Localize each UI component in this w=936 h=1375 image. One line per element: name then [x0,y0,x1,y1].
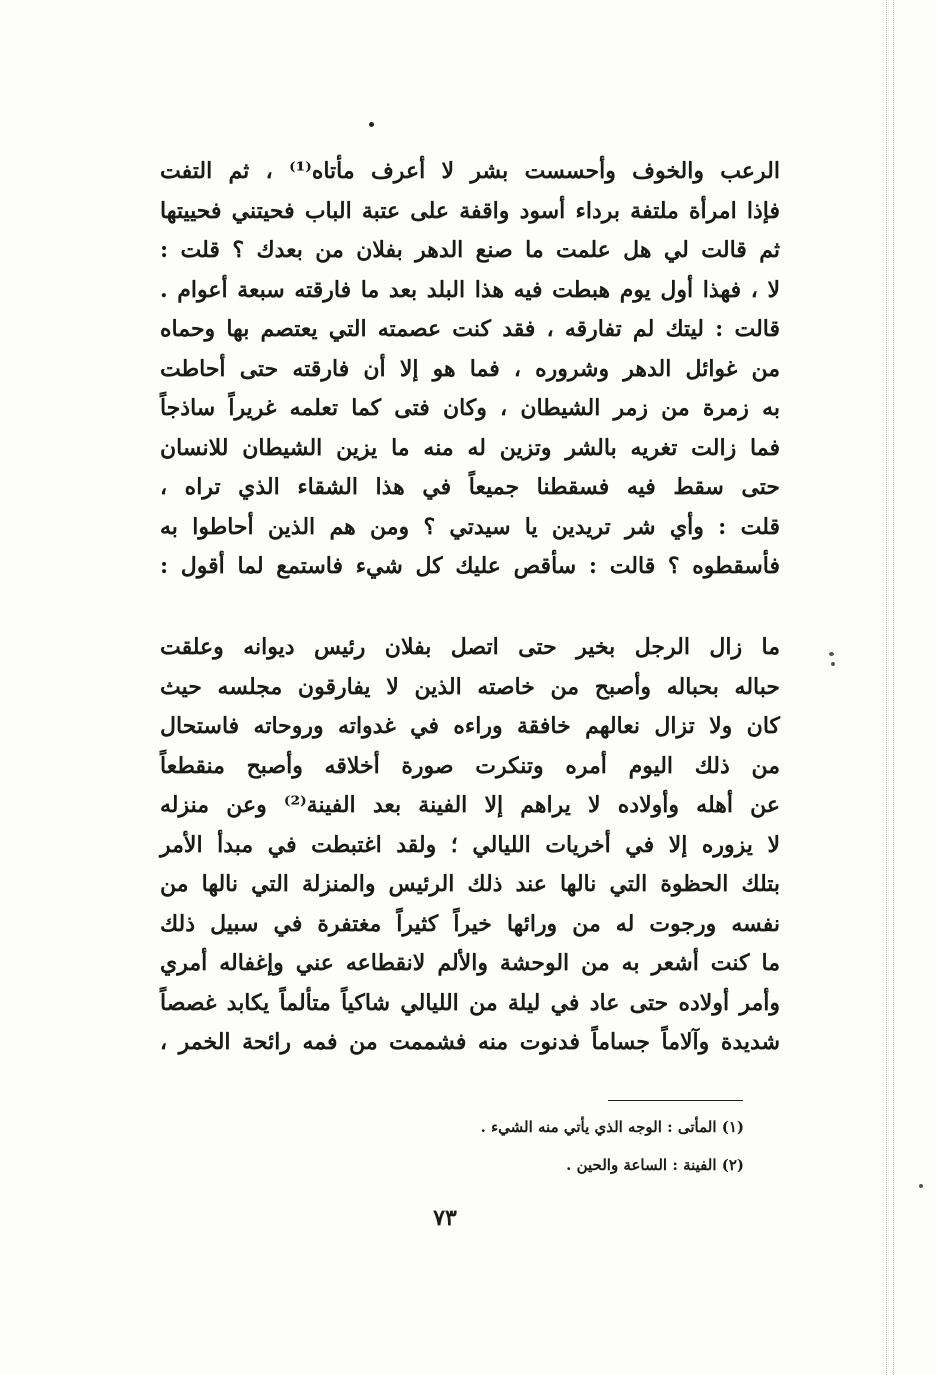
text-line: الرعب والخوف وأحسست بشر لا أعرف مأتاه⁽¹⁾ ، ثم التفت [160,158,780,184]
ink-speck [829,652,834,656]
text-line: قالت : ليتك لم تفارقه ، فقد كنت عصمته التي يعتصم بها وحماه [160,316,780,342]
ink-speck [831,662,835,666]
paragraph-2 [160,628,780,1063]
text-line: ما كنت أشعر به من الوحشة والألم لانقطاعه عني وإغفاله أمري [160,950,780,976]
text-line: نفسه ورجوت له من ورائها خيراً كثيراً مغتفرة في سبيل ذلك [160,910,780,937]
text-line: عن أهله وأولاده لا يراهم إلا الفينة بعد الفينة⁽²⁾ وعن منزله [160,792,780,818]
text-line: فما زالت تغريه بالشر وتزين له منه ما يزين الشيطان للانسان [160,434,780,461]
text-line: قلت : وأي شر تريدين يا سيدتي ؟ ومن هم الذين أحاطوا به [160,513,780,540]
page-number: ٧٣ [433,1205,457,1231]
text-line: بتلك الحظوة التي نالها عند ذلك الرئيس والمنزلة التي نالها من [160,871,780,897]
text-line: من غوائل الدهر وشروره ، فما هو إلا أن فارقته حتى أحاطت [160,355,781,382]
text-line: ثم قالت لي هل علمت ما صنع الدهر بفلان من بعدك ؟ قلت : [160,237,780,263]
footnote-2: (٢) الفينة : الساعة والحين . [566,1156,744,1174]
text-line: كان ولا تزال نعالهم خافقة وراءه في غدواته وروحاته فاستحال [160,713,780,739]
text-line: به زمرة من زمر الشيطان ، وكان فتى كما تعلمه غريراً ساذجاً [160,395,780,421]
text-line: وأمر أولاده حتى عاد في ليلة من الليالي شاكياً متألماً يكابد غصصاً [160,989,780,1016]
footnotes [300,1108,744,1184]
text-line: شديدة وآلاماً جساماً فدنوت منه فشممت من فمه رائحة الخمر ، [160,1029,780,1055]
text-line: حتى سقط فيه فسقطنا جميعاً في هذا الشقاء الذي تراه ، [160,474,780,500]
text-line: حباله بحباله وأصبح من خاصته الذين لا يفارقون مجلسه حيث [160,673,780,700]
page-edge-mark [886,0,887,1375]
text-line: لا يزوره إلا في أخريات الليالي ؛ ولقد اغتبطت في مبدأ الأمر [160,831,780,858]
text-line: فإذا امرأة ملتفة برداء أسود واقفة على عتبة الباب فحيتني فحييتها [160,197,780,224]
paragraph-1 [160,152,780,587]
footnote-divider [608,1100,743,1101]
page-edge-mark [893,0,894,1375]
top-dot-mark [369,122,374,127]
text-line: من ذلك اليوم أمره وتنكرت صورة أخلاقه وأصبح منقطعاً [160,752,780,779]
text-line: ما زال الرجل بخير حتى اتصل بفلان رئيس ديوانه وعلقت [160,634,780,660]
ink-speck [919,1184,923,1188]
text-line: لا ، فهذا أول يوم هبطت فيه هذا البلد بعد ما فارقته سبعة أعوام . [160,276,780,303]
text-line: فأسقطوه ؟ قالت : سأقص عليك كل شيء فاستمع لما أقول : [160,553,780,579]
footnote-1: (١) المأتى : الوجه الذي يأتي منه الشيء . [480,1118,744,1136]
